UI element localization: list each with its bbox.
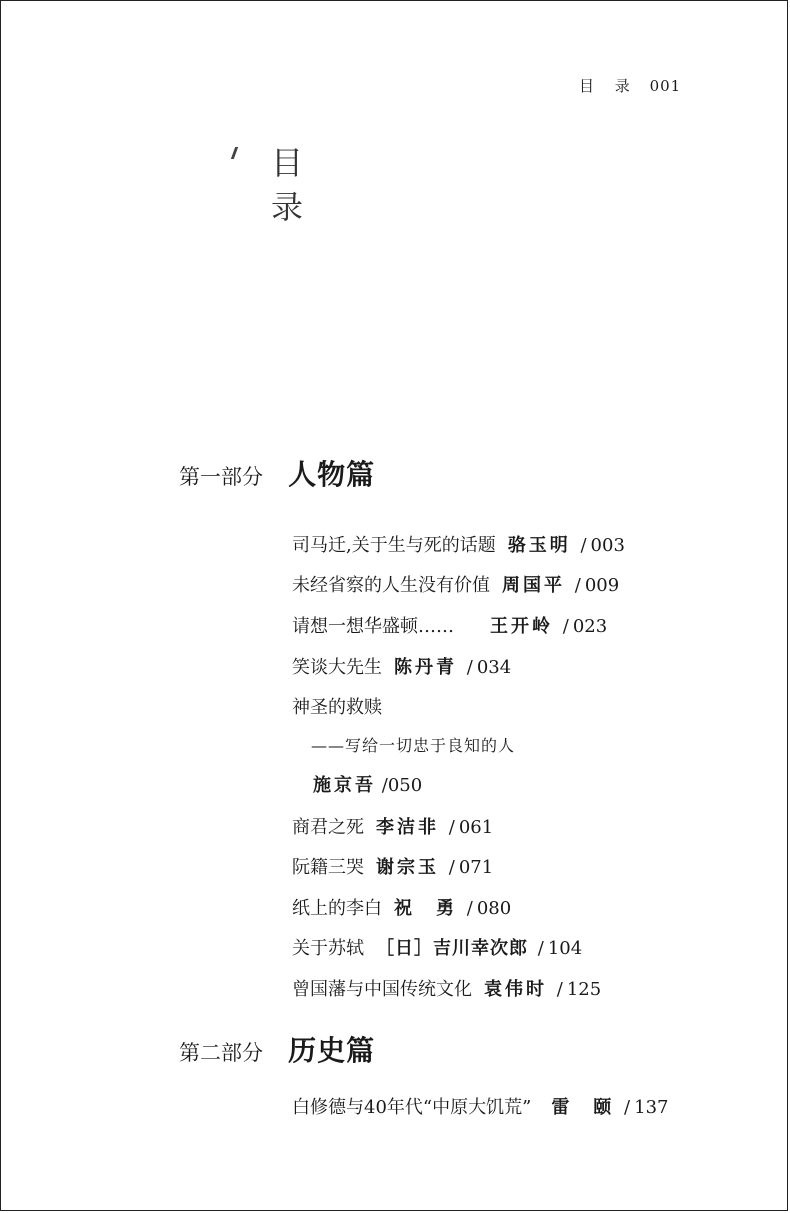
entry-page: 034 bbox=[476, 657, 512, 678]
toc-entry[interactable] bbox=[292, 693, 382, 719]
toc-entry[interactable] bbox=[292, 531, 625, 557]
entry-separator: / bbox=[556, 979, 563, 1000]
toc-entry[interactable] bbox=[292, 813, 493, 839]
entry-separator: / bbox=[381, 775, 388, 796]
entry-separator: / bbox=[448, 817, 455, 838]
entry-page: 104 bbox=[547, 938, 583, 959]
running-header-page-number: 001 bbox=[649, 77, 682, 95]
entry-page: 071 bbox=[458, 857, 494, 878]
entry-separator: / bbox=[466, 657, 473, 678]
part-heading-1 bbox=[179, 453, 375, 493]
entry-author: 谢宗玉 bbox=[376, 857, 439, 878]
part-heading-2 bbox=[179, 1029, 375, 1069]
entry-page: 061 bbox=[458, 817, 494, 838]
entry-page: 080 bbox=[476, 898, 512, 919]
toc-entry[interactable] bbox=[292, 894, 511, 920]
entry-title: 未经省察的人生没有价值 bbox=[292, 575, 490, 596]
entry-author: 雷 颐 bbox=[551, 1097, 615, 1118]
entry-separator: / bbox=[448, 857, 455, 878]
entry-author: ［日］吉川幸次郎 bbox=[376, 938, 528, 959]
part-label: 第二部分 bbox=[179, 1041, 263, 1065]
entry-page: 137 bbox=[634, 1097, 669, 1118]
toc-entry[interactable] bbox=[292, 975, 601, 1001]
entry-author: 周国平 bbox=[502, 575, 565, 596]
entry-author: 祝 勇 bbox=[394, 898, 457, 919]
toc-entry[interactable] bbox=[292, 853, 493, 879]
entry-author-line[interactable] bbox=[313, 771, 422, 797]
entry-separator: / bbox=[537, 938, 544, 959]
entry-title: 商君之死 bbox=[292, 817, 364, 838]
part-name: 人物篇 bbox=[288, 458, 376, 491]
entry-title: 关于苏轼 bbox=[292, 938, 364, 959]
entry-title: 请想一想华盛顿…… bbox=[292, 616, 454, 637]
entry-subtitle: ——写给一切忠于良知的人 bbox=[311, 736, 516, 755]
entry-title: 曾国藩与中国传统文化 bbox=[292, 979, 472, 1000]
page-title-char-2: 录 bbox=[271, 188, 304, 226]
entry-author: 王开岭 bbox=[490, 616, 553, 637]
running-header-title: 目 录 bbox=[579, 77, 638, 95]
entry-separator: / bbox=[580, 535, 587, 556]
entry-author: 骆玉明 bbox=[507, 535, 571, 556]
entry-title: 笑谈大先生 bbox=[292, 657, 382, 678]
entry-page: 009 bbox=[584, 575, 620, 596]
entry-separator: / bbox=[624, 1097, 631, 1118]
decorative-tick-mark bbox=[231, 147, 238, 159]
page-title bbox=[271, 141, 303, 229]
entry-page: 023 bbox=[572, 616, 608, 637]
toc-entry[interactable] bbox=[292, 612, 607, 638]
entry-separator: / bbox=[466, 898, 473, 919]
toc-entry[interactable] bbox=[292, 653, 511, 679]
entry-page: 050 bbox=[387, 775, 423, 796]
entry-page: 125 bbox=[566, 979, 602, 1000]
entry-author: 袁伟时 bbox=[484, 979, 547, 1000]
running-header bbox=[579, 75, 681, 96]
entry-author: 李洁非 bbox=[376, 817, 439, 838]
entry-title: 阮籍三哭 bbox=[292, 857, 364, 878]
part-label: 第一部分 bbox=[179, 465, 263, 489]
toc-entry[interactable] bbox=[292, 571, 619, 597]
entry-title: 白修德与40年代“中原大饥荒” bbox=[292, 1097, 532, 1118]
part-name: 历史篇 bbox=[288, 1034, 376, 1067]
entry-separator: / bbox=[574, 575, 581, 596]
entry-page: 003 bbox=[590, 535, 625, 556]
toc-entry[interactable] bbox=[292, 934, 582, 960]
entry-author: 陈丹青 bbox=[394, 657, 457, 678]
entry-author: 施京吾 bbox=[313, 775, 376, 796]
entry-title: 神圣的救赎 bbox=[292, 697, 382, 718]
entry-title: 司马迁,关于生与死的话题 bbox=[292, 535, 496, 556]
entry-separator: / bbox=[562, 616, 569, 637]
toc-entry[interactable] bbox=[292, 1093, 668, 1119]
entry-title: 纸上的李白 bbox=[292, 898, 382, 919]
page-title-char-1: 目 bbox=[271, 144, 304, 182]
